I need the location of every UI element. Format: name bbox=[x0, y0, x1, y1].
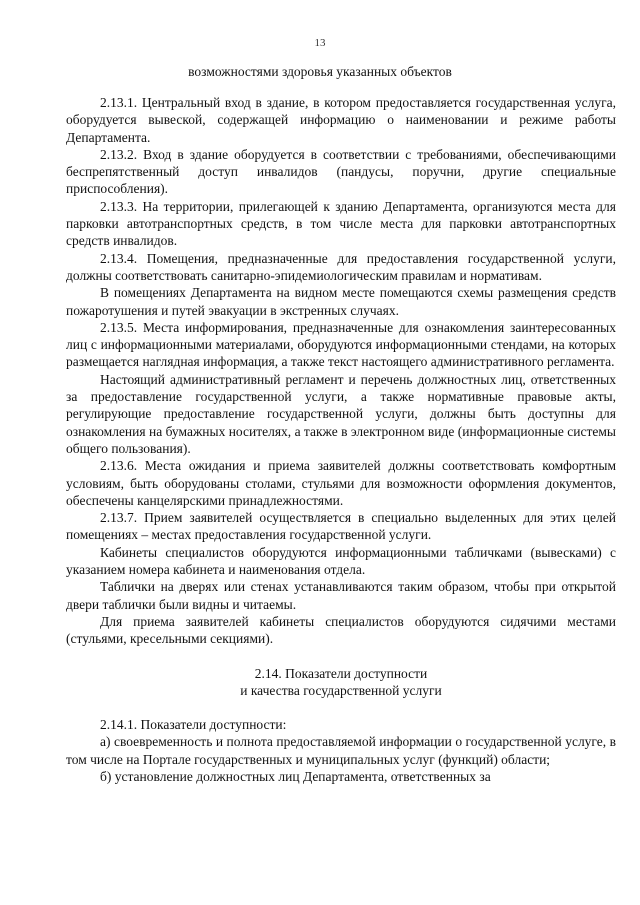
continuation-line: возможностями здоровья указанных объектов bbox=[188, 64, 452, 79]
list-item-b: б) установление должностных лиц Департамента, ответственных за bbox=[100, 768, 491, 784]
section-heading-line-2: и качества государственной услуги bbox=[240, 682, 442, 698]
paragraph-2-14-1: 2.14.1. Показатели доступности: bbox=[100, 717, 287, 733]
paragraph-2-13-6: 2.13.6. Места ожидания и приема заявителей должны соответствовать комфортным условиям, быть оборудованы столами, стульями для возможности оформления документов, обеспечены канцелярскими принадлежностями. bbox=[66, 458, 616, 508]
page-number: 13 bbox=[314, 37, 326, 49]
spacer bbox=[66, 648, 616, 665]
paragraph-2-13-7: 2.13.7. Прием заявителей осуществляется в специально выделенных для этих целей помещениях – местах предоставления государственной услуги. bbox=[66, 510, 616, 543]
section-heading-line-1: 2.14. Показатели доступности bbox=[254, 665, 428, 681]
paragraph-2-13-2: 2.13.2. Вход в здание оборудуется в соответствии с требованиями, обеспечивающими беспрепятственный доступ инвалидов (пандусы, поручни, другие специальные приспособления). bbox=[66, 146, 616, 197]
paragraph-evacuation-schemes: В помещениях Департамента на видном месте помещаются схемы размещения средств пожаротушения и путей эвакуации в экстренных случаях. bbox=[66, 285, 616, 318]
paragraph-2-13-4: 2.13.4. Помещения, предназначенные для предоставления государственной услуги, должны соответствовать санитарно-эпидемиологическим правилам и нормативам. bbox=[66, 250, 616, 283]
document-body bbox=[66, 94, 616, 785]
paragraph-seating: Для приема заявителей кабинеты специалистов оборудуются сидячими местами (стульями, кресельными секциями). bbox=[66, 613, 616, 647]
list-item-a: а) своевременность и полнота предоставляемой информации о государственной услуге, в том числе на Портале государственных и муниципальных услуг (функций) области; bbox=[66, 734, 616, 767]
paragraph-regulation-availability: Настоящий административный регламент и перечень должностных лиц, ответственных за предоставление государственной услуги, а также нормативные правовые акты, регулирующие предоставление государственной услуги, должны быть доступны для ознакомления на бумажных носителях, а также в электронном виде (информационные системы общего пользования). bbox=[66, 371, 616, 456]
paragraph-office-signs: Кабинеты специалистов оборудуются информационными табличками (вывесками) с указанием номера кабинета и наименования отдела. bbox=[66, 544, 616, 578]
spacer bbox=[66, 699, 616, 716]
paragraph-2-13-1: 2.13.1. Центральный вход в здание, в котором предоставляется государственная услуга, оборудуется вывеской, содержащей информацию о наименовании и режиме работы Департамента. bbox=[66, 95, 616, 145]
paragraph-2-13-5: 2.13.5. Места информирования, предназначенные для ознакомления заинтересованных лиц с информационными материалами, оборудуются информационными стендами, на которых размещается наглядная информация, а также текст настоящего административного регламента. bbox=[66, 319, 616, 370]
paragraph-2-13-3: 2.13.3. На территории, прилегающей к зданию Департамента, организуются места для парковки автотранспортных средств, в том числе места для парковки автотранспортных средств инвалидов. bbox=[66, 198, 616, 249]
paragraph-door-plates: Таблички на дверях или стенах устанавливаются таким образом, чтобы при открытой двери таблички были видны и читаемы. bbox=[66, 579, 616, 612]
